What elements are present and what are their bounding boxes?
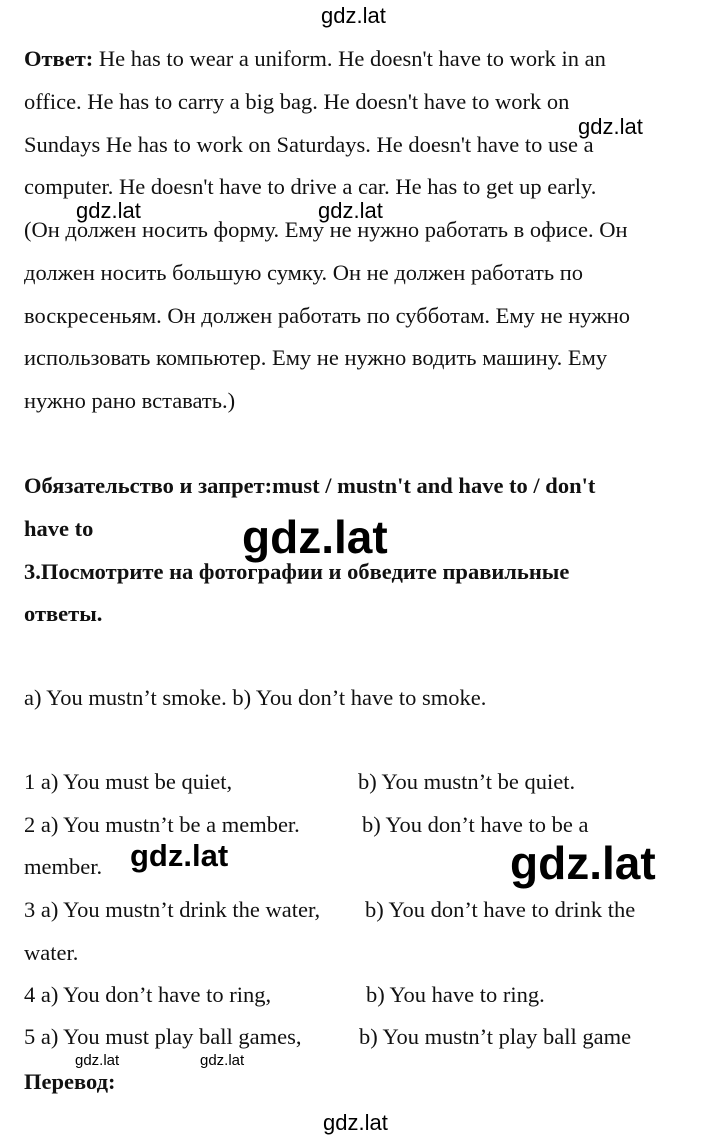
example-line: a) You mustn’t smoke. b) You don’t have to smoke. <box>24 685 487 710</box>
answer-text-1: He has to wear a uniform. He doesn't have to work in an <box>93 46 606 71</box>
watermark-bottom: gdz.lat <box>323 1110 388 1135</box>
section-heading-line-2: have to <box>24 516 94 541</box>
answer-line-9: нужно рано вставать.) <box>24 388 236 413</box>
answer-line-1 <box>24 45 606 73</box>
item-2-continuation: member. <box>24 854 103 879</box>
answer-line-8: использовать компьютер. Ему не нужно водить машину. Ему <box>24 345 608 370</box>
item-2-b: b) You don’t have to be a <box>362 812 589 837</box>
item-4-b: b) You have to ring. <box>366 982 545 1007</box>
watermark-small-center: gdz.lat <box>200 1052 245 1069</box>
watermark-medium-left: gdz.lat <box>130 838 229 873</box>
task-heading-line-2: ответы. <box>24 601 103 626</box>
answer-line-7: воскресеньям. Он должен работать по субботам. Ему не нужно <box>24 303 631 328</box>
task-heading-line-1: 3.Посмотрите на фотографии и обведите правильные <box>24 559 570 584</box>
section-heading-line-1: Обязательство и запрет:must / mustn't and have to / don't <box>24 473 596 498</box>
watermark-center-upper: gdz.lat <box>318 198 383 223</box>
answer-line-5: (Он должен носить форму. Ему не нужно работать в офисе. Он <box>24 217 628 242</box>
item-1-b: b) You mustn’t be quiet. <box>358 769 576 794</box>
watermark-left-upper: gdz.lat <box>76 198 141 223</box>
watermark-small-left: gdz.lat <box>75 1052 120 1069</box>
item-1-a: 1 a) You must be quiet, <box>24 769 233 794</box>
item-4-a: 4 a) You don’t have to ring, <box>24 982 272 1007</box>
watermark-top: gdz.lat <box>321 3 386 28</box>
answer-line-3: Sundays He has to work on Saturdays. He doesn't have to use a <box>24 132 594 157</box>
answer-label: Ответ: <box>24 46 94 71</box>
watermark-right-upper: gdz.lat <box>578 114 643 139</box>
translation-label: Перевод: <box>24 1069 116 1094</box>
item-3-b: b) You don’t have to drink the <box>365 897 636 922</box>
answer-line-6: должен носить большую сумку. Он не должен работать по <box>24 260 584 285</box>
item-5-a: 5 a) You must play ball games, <box>24 1024 302 1049</box>
item-5-b: b) You mustn’t play ball game <box>359 1024 632 1049</box>
watermark-large-right: gdz.lat <box>510 837 656 889</box>
item-3-continuation: water. <box>24 940 79 965</box>
answer-line-2: office. He has to carry a big bag. He doesn't have to work on <box>24 89 570 114</box>
watermark-large-center: gdz.lat <box>242 511 388 563</box>
item-3-a: 3 a) You mustn’t drink the water, <box>24 897 321 922</box>
item-2-a: 2 a) You mustn’t be a member. <box>24 812 300 837</box>
answer-line-4: computer. He doesn't have to drive a car. He has to get up early. <box>24 174 597 199</box>
